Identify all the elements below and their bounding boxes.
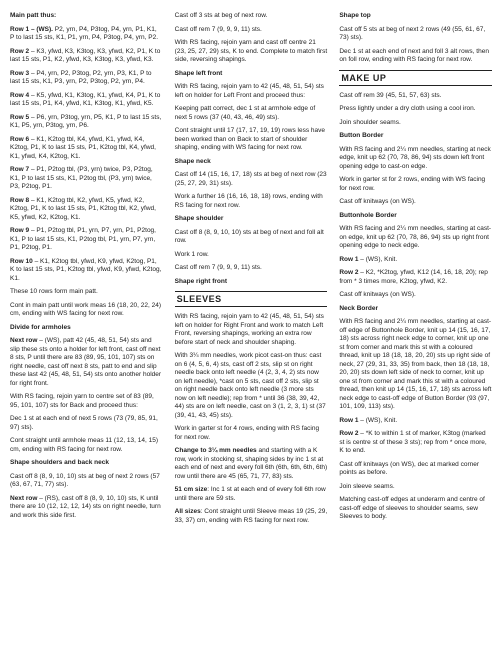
instruction-paragraph xyxy=(339,256,492,265)
instruction-paragraph xyxy=(339,146,492,172)
instruction-paragraph xyxy=(339,119,492,128)
paragraph-text: With RS facing, rejoin yarn to 42 (45, 48, 51, 54) sts left on holder for Left Front and proceed thus: xyxy=(174,83,324,99)
instruction-paragraph xyxy=(339,417,492,426)
paragraph-heading: Row 10 xyxy=(10,257,33,265)
paragraph-heading: Shape shoulder xyxy=(174,215,224,222)
paragraph-heading: Shape top xyxy=(339,12,371,19)
instruction-paragraph xyxy=(175,105,328,122)
paragraph-text: With RS facing, rejoin yarn to centre set of 83 (89, 95, 101, 107) sts for Back and proceed thus: xyxy=(10,393,154,409)
instruction-paragraph xyxy=(175,83,328,100)
paragraph-text: Cast off 14 (15, 16, 17, 18) sts at beg of next row (23 (25, 27, 29, 31) sts). xyxy=(174,171,327,187)
paragraph-text: With RS facing and 2¼ mm needles, starting at neck edge, knit up 62 (70, 78, 86, 94) sts down left front opening edge to cast-on edge. xyxy=(339,145,491,170)
instruction-paragraph xyxy=(339,92,492,101)
paragraph-text: With RS facing and 2¼ mm needles, starting at cast-on edge, knit up 62 (70, 78, 86, 94) sts up right front opening edge to neck edge. xyxy=(339,225,492,249)
instruction-paragraph xyxy=(339,291,492,300)
instruction-paragraph xyxy=(339,198,492,207)
paragraph-heading: Button Border xyxy=(339,132,384,139)
instruction-paragraph xyxy=(175,264,328,273)
instruction-paragraph xyxy=(339,269,492,286)
paragraph-heading: Row 2 xyxy=(339,430,359,437)
instruction-paragraph xyxy=(175,508,328,525)
instruction-paragraph xyxy=(10,12,163,21)
paragraph-text: Cast off knitways (on WS). xyxy=(339,291,416,298)
instruction-paragraph xyxy=(10,48,163,65)
paragraph-heading: Change to 3¼ mm needles xyxy=(174,447,257,454)
paragraph-heading: Shape shoulders and back neck xyxy=(10,459,109,466)
paragraph-text: – K3, yfwd, K3, K3tog, K3, yfwd, K2, P1, K to last 15 sts, P1, K2, yfwd, K3, K3tog, K3, yfwd, K3. xyxy=(10,47,161,63)
paragraph-text: Work a further 16 (16, 16, 18, 18) rows, ending with RS facing for next row. xyxy=(174,193,323,209)
instruction-paragraph xyxy=(175,12,328,21)
paragraph-heading: Next row xyxy=(10,494,38,502)
instruction-paragraph xyxy=(10,324,163,333)
instruction-paragraph xyxy=(10,437,163,454)
paragraph-text: Keeping patt correct, dec 1 st at armhole edge of next 5 rows (37 (40, 43, 46, 49) sts). xyxy=(174,105,316,121)
paragraph-text: – *K to within 1 st of marker, K3tog (marked st is centre st of these 3 sts); rep from * once more, K to end. xyxy=(339,430,487,454)
instruction-paragraph xyxy=(10,337,163,388)
instruction-paragraph xyxy=(10,114,163,131)
instruction-paragraph xyxy=(339,212,492,221)
paragraph-text: Cast off 8 (8, 9, 10, 10) sts at beg of next 2 rows (57 (63, 67, 71, 77) sts). xyxy=(10,472,160,488)
paragraph-text: – (WS), Knit. xyxy=(358,255,398,263)
instruction-paragraph xyxy=(10,136,163,162)
instruction-paragraph xyxy=(10,92,163,109)
paragraph-text: – (RS), cast off 8 (8, 9, 10, 10) sts, K until there are 10 (12, 12, 12, 14) sts on right needle, turn and work this side first. xyxy=(10,494,161,519)
paragraph-heading: 51 cm size xyxy=(174,486,208,493)
paragraph-text: Cast off knitways (on WS), dec at marked corner points as before. xyxy=(339,460,480,476)
instruction-paragraph xyxy=(175,127,328,153)
paragraph-heading: Shape left front xyxy=(174,69,223,77)
instruction-paragraph xyxy=(10,258,163,284)
paragraph-text: and starting with a K row, work in stocking st, shaping sides by inc 1 st at each end of next and every foll 6th (6th, 6th, 6th, 6th) row until there are 45 (65, 71, 77, 83) sts. xyxy=(174,447,328,480)
paragraph-heading: Row 1 xyxy=(339,416,359,424)
instruction-paragraph xyxy=(175,352,328,420)
paragraph-heading: Main patt thus: xyxy=(10,12,57,19)
paragraph-text: – P1, P2tog tbl, P1, yrn, P7, yrn, P1, P2tog, K1, P to last 15 sts, K1, P2tog tbl, P1, yrn, P7, yrn, P1, P2tog, P1. xyxy=(10,227,156,251)
paragraph-text: Dec 1 st at each end of next 5 rows (73 (79, 85, 91, 97) sts). xyxy=(10,415,158,431)
column-right xyxy=(339,12,492,530)
instruction-paragraph xyxy=(339,48,492,65)
instruction-paragraph xyxy=(175,278,328,287)
instruction-paragraph xyxy=(339,305,492,314)
paragraph-text: Work in garter st for 2 rows, ending with WS facing for next row. xyxy=(339,176,486,192)
instruction-paragraph xyxy=(10,495,163,521)
instruction-paragraph xyxy=(175,171,328,188)
instruction-paragraph xyxy=(10,227,163,253)
instruction-paragraph xyxy=(10,26,163,43)
instruction-paragraph xyxy=(10,197,163,223)
instruction-paragraph xyxy=(10,288,163,297)
instruction-paragraph xyxy=(175,26,328,35)
instruction-paragraph xyxy=(339,225,492,251)
instruction-paragraph xyxy=(339,12,492,21)
paragraph-text: With 3¼ mm needles, work picot cast-on thus: cast on 6 (4, 5, 6, 4) sts, cast off 2 sts, slip st on right needle back onto left needle (4 (2, 3, 4, 2) sts now on left needle), *cast on 5 sts, cast off 2 sts, slip st on right needle back onto left needle (3 more sts now on left needle); rep from * until 36 (38, 39, 42, 44) sts are on left needle, cast on 3 (1, 2, 3, 1) st (37 (39, 41, 43, 45) sts). xyxy=(174,352,326,419)
paragraph-text: With RS facing and 2¼ mm needles, starting at cast-off edge of Buttonhole Border, knit up 14 (15, 16, 17, 18) sts across right neck edge to corner, knit up one st from corner and mark this st with a coloured thread, knit up 18 (18, 18, 20, 20) sts up right side of neck, 27 (29, 31, 33, 35) from back, then 18 (18, 18, 20, 20) sts down left side of neck to corner, knit up one st from corner and mark this st with a coloured thread, then knit up 14 (15, 16, 17, 18) sts across left neck edge to cast-off edge of Button Border (93 (97, 101, 109, 113) sts). xyxy=(339,318,492,410)
instruction-paragraph xyxy=(10,302,163,319)
paragraph-text: Cast off rem 7 (9, 9, 9, 11) sts. xyxy=(174,25,262,33)
paragraph-text: Dec 1 st at each end of next and foll 3 alt rows, then on foll row, ending with RS facing for next row. xyxy=(339,47,489,63)
instruction-paragraph xyxy=(175,251,328,260)
paragraph-text: Join shoulder seams. xyxy=(339,118,401,126)
paragraph-text: Cast off 5 sts at beg of next 2 rows (49 (55, 61, 67, 73) sts). xyxy=(339,25,486,41)
instruction-paragraph xyxy=(175,193,328,210)
instruction-paragraph xyxy=(175,39,328,65)
paragraph-heading: Row 6 xyxy=(10,135,30,143)
text-columns xyxy=(10,12,492,530)
instruction-paragraph xyxy=(175,229,328,246)
instruction-paragraph xyxy=(339,26,492,43)
instruction-paragraph xyxy=(10,70,163,87)
paragraph-text: Press lightly under a dry cloth using a cool iron. xyxy=(339,105,476,112)
instruction-paragraph xyxy=(339,461,492,478)
paragraph-heading: Divide for armholes xyxy=(10,323,71,331)
paragraph-text: : Cont straight until Sleeve meas 19 (25, 29, 33, 37) cm, ending with RS facing for next row. xyxy=(174,508,328,524)
paragraph-text: – K1, K2tog tbl, K4, yfwd, K1, yfwd, K4, K2tog, P1, K to last 15 sts, P1, K2tog tbl, K4, yfwd, K1, yfwd, K4, K2tog, K1. xyxy=(10,135,156,160)
paragraph-text: – P1, P2tog tbl, (P3, yrn) twice, P3, P2tog, K1, P to last 15 sts, K1, P2tog tbl, (P3, yrn) twice, P3, P2tog, P1. xyxy=(10,166,153,190)
paragraph-text: – K1, K2tog tbl, yfwd, K9, yfwd, K2tog, P1, K to last 15 sts, P1, K2tog tbl, yfwd, K9, yfwd, K2tog, K1. xyxy=(10,257,162,282)
instruction-paragraph xyxy=(175,425,328,442)
instruction-paragraph xyxy=(175,486,328,503)
paragraph-text: – K2, *K2tog, yfwd, K12 (14, 16, 18, 20); rep from * 3 times more, K2tog, yfwd, K2. xyxy=(339,269,488,285)
instruction-paragraph xyxy=(339,483,492,492)
section-heading-sleeves: SLEEVES xyxy=(175,291,328,307)
paragraph-heading: Row 2 xyxy=(10,47,30,55)
instruction-paragraph xyxy=(10,459,163,468)
instruction-paragraph xyxy=(339,496,492,522)
instruction-paragraph xyxy=(10,393,163,410)
instruction-paragraph xyxy=(175,70,328,79)
instruction-paragraph xyxy=(10,166,163,192)
instruction-paragraph xyxy=(175,313,328,347)
instruction-paragraph xyxy=(175,447,328,481)
paragraph-text: Cast off rem 39 (45, 51, 57, 63) sts. xyxy=(339,91,442,99)
paragraph-heading: Row 1 – (WS). xyxy=(10,25,53,33)
paragraph-heading: Row 3 xyxy=(10,69,30,77)
paragraph-text: Work 1 row. xyxy=(174,250,209,258)
instruction-paragraph xyxy=(339,176,492,193)
paragraph-text: P2, yrn, P4, P3tog, P4, yrn, P1, K1, P to last 15 sts, K1, P1, yrn, P4, P3tog, P4, yrn, P2. xyxy=(10,25,159,41)
paragraph-heading: Next row xyxy=(10,337,38,344)
paragraph-heading: Shape neck xyxy=(174,157,211,165)
paragraph-text: Work in garter st for 4 rows, ending with RS facing for next row. xyxy=(174,425,320,441)
paragraph-text: – (WS), Knit. xyxy=(358,416,398,424)
paragraph-text: – K1, K2tog tbl, K2, yfwd, K5, yfwd, K2, K2tog, P1, K to last 15 sts, P1, K2tog tbl, K2, yfwd, K5, yfwd, K2, K2tog, K1. xyxy=(10,196,156,221)
instruction-paragraph xyxy=(10,415,163,432)
paragraph-heading: Row 7 xyxy=(10,166,30,173)
instruction-paragraph xyxy=(175,215,328,224)
paragraph-text: Cont in main patt until work meas 16 (18, 20, 22, 24) cm, ending with WS facing for next row. xyxy=(10,301,162,317)
column-left xyxy=(10,12,163,530)
instruction-paragraph xyxy=(339,132,492,141)
instruction-paragraph xyxy=(339,318,492,412)
paragraph-text: – K5, yfwd, K1, K3tog, K1, yfwd, K4, P1, K to last 15 sts, P1, K4, yfwd, K1, K3tog, K1, yfwd, K5. xyxy=(10,91,161,107)
paragraph-heading: All sizes xyxy=(174,508,201,515)
column-middle xyxy=(175,12,328,530)
paragraph-text: – (WS), patt 42 (45, 48, 51, 54) sts and slip these sts onto a holder for left front, cast off next 8 sts, P until there are 83 (89, 95, 101, 107) sts on right needle, cast off next 8 sts, patt to end and slip these last 42 (45, 48, 51, 54) sts onto another holder for right front. xyxy=(10,337,162,387)
instruction-paragraph xyxy=(339,430,492,456)
paragraph-text: : Inc 1 st at each end of every foll 6th row until there are 59 sts. xyxy=(174,486,326,502)
paragraph-text: With RS facing, rejoin yarn to 42 (45, 48, 51, 54) sts left on holder for Right Front and work to match Left Front, reversing shapings, working an extra row before start of neck and shoulder shaping. xyxy=(174,313,324,346)
paragraph-heading: Row 4 xyxy=(10,91,30,99)
paragraph-text: – P4, yrn, P2, P3tog, P2, yrn, P3, K1, P to last 15 sts, K1, P3, yrn, P2, P3tog, P2, yrn, P4. xyxy=(10,69,152,85)
paragraph-heading: Row 8 xyxy=(10,196,30,204)
paragraph-heading: Row 2 xyxy=(339,269,359,276)
paragraph-text: Cast off 3 sts at beg of next row. xyxy=(174,12,268,19)
paragraph-heading: Row 1 xyxy=(339,255,359,263)
paragraph-heading: Buttonhole Border xyxy=(339,211,397,219)
paragraph-text: Cast off 8 (8, 9, 10, 10) sts at beg of next and foll alt row. xyxy=(174,228,324,244)
instruction-paragraph xyxy=(339,105,492,114)
paragraph-text: Cont straight until 17 (17, 17, 19, 19) rows less have been worked than on Back to start of shoulder shaping, ending with WS facing for next row. xyxy=(174,127,325,151)
paragraph-text: With RS facing, rejoin yarn and cast off centre 21 (23, 25, 27, 29) sts, K to end. Complete to match first side, reversing shapings. xyxy=(174,39,328,63)
paragraph-text: – P6, yrn, P3tog, yrn, P5, K1, P to last 15 sts, K1, P5, yrn, P3tog, yrn, P6. xyxy=(10,113,162,129)
paragraph-text: Cast off knitways (on WS). xyxy=(339,198,416,205)
paragraph-heading: Shape right front xyxy=(174,277,228,285)
paragraph-text: These 10 rows form main patt. xyxy=(10,288,98,295)
paragraph-text: Cont straight until armhole meas 11 (12, 13, 14, 15) cm, ending with RS facing for next row. xyxy=(10,437,159,453)
instruction-paragraph xyxy=(175,158,328,167)
paragraph-heading: Row 9 xyxy=(10,227,30,234)
paragraph-text: Cast off rem 7 (9, 9, 9, 11) sts. xyxy=(174,264,262,271)
paragraph-heading: Neck Border xyxy=(339,304,378,312)
section-heading-make-up: MAKE UP xyxy=(339,70,492,86)
paragraph-text: Join sleeve seams. xyxy=(339,482,395,490)
paragraph-text: Matching cast-off edges at underarm and centre of cast-off edge of sleeves to shoulder seams, sew Sleeves to body. xyxy=(339,496,485,520)
paragraph-heading: Row 5 xyxy=(10,113,30,121)
instruction-paragraph xyxy=(10,473,163,490)
